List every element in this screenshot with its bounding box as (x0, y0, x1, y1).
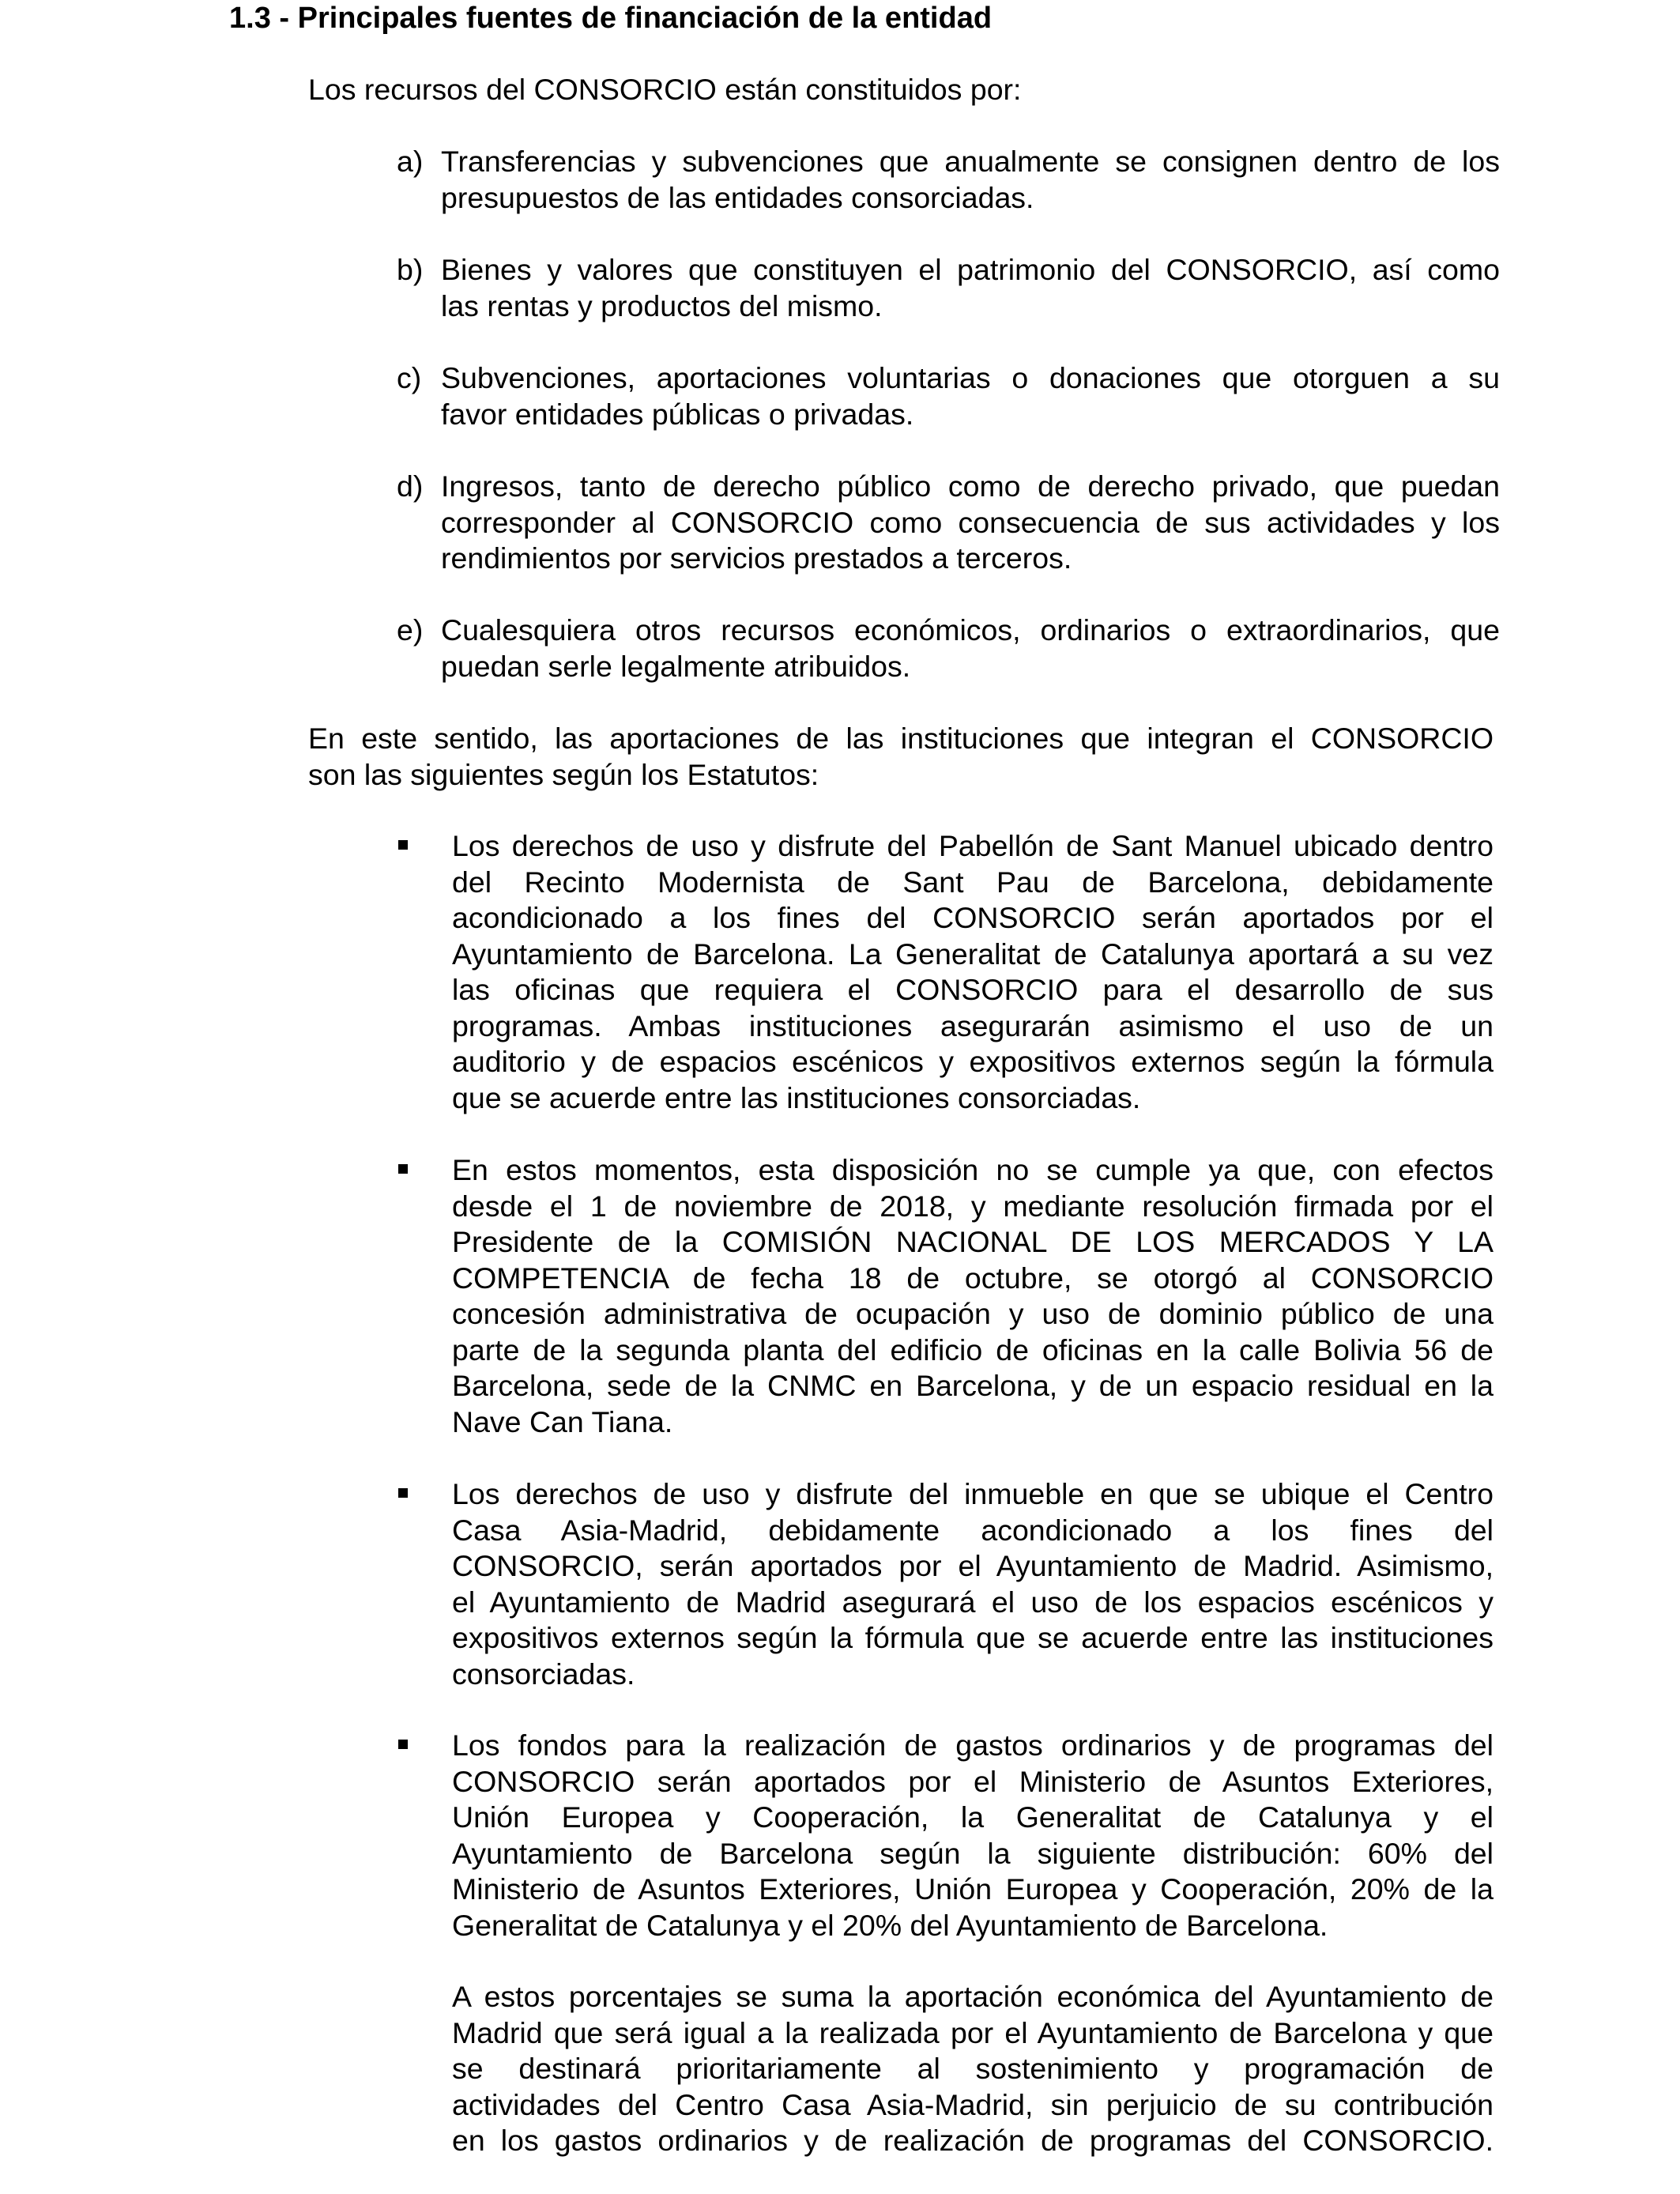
item-text (441, 252, 1500, 324)
item-text (441, 469, 1500, 577)
text-line: las oficinas que requiera el CONSORCIO para el desarrollo de sus (452, 973, 1494, 1006)
item-text (441, 360, 1500, 432)
item-letter: e) (397, 613, 424, 647)
text-line: presupuestos de las entidades consorciadas. (441, 180, 1034, 214)
text-line: CONSORCIO serán aportados por el Ministerio de Asuntos Exteriores, (452, 1764, 1494, 1798)
text-line: En estos momentos, esta disposición no se cumple ya que, con efectos (452, 1153, 1494, 1186)
text-line: Subvenciones, aportaciones voluntarias o donaciones que otorguen a su (441, 361, 1500, 394)
item-text (452, 1476, 1494, 1692)
item-text (441, 144, 1500, 216)
text-line: concesión administrativa de ocupación y uso de dominio público de una (452, 1297, 1494, 1330)
statutes-intro (308, 721, 1494, 793)
item-letter: a) (397, 145, 424, 178)
text-line: Presidente de la COMISIÓN NACIONAL DE LOS MERCADOS Y LA (452, 1225, 1494, 1258)
text-line: Bienes y valores que constituyen el patrimonio del CONSORCIO, así como (441, 253, 1500, 286)
resources-intro: Los recursos del CONSORCIO están constituidos por: (308, 73, 1022, 106)
text-line: Generalitat de Catalunya y el 20% del Ayuntamiento de Barcelona. (452, 1908, 1328, 1942)
text-line: Los derechos de uso y disfrute del Pabellón de Sant Manuel ubicado dentro (452, 829, 1494, 862)
text-line: expositivos externos según la fórmula que se acuerde entre las instituciones (452, 1621, 1494, 1654)
item-letter: d) (397, 469, 424, 503)
text-line: del Recinto Modernista de Sant Pau de Barcelona, debidamente (452, 865, 1494, 899)
text-line: CONSORCIO, serán aportados por el Ayuntamiento de Madrid. Asimismo, (452, 1549, 1494, 1582)
text-line: actividades del Centro Casa Asia-Madrid, sin perjuicio de su contribución (452, 2087, 1494, 2121)
text-line: Los fondos para la realización de gastos ordinarios y de programas del (452, 1728, 1494, 1762)
text-line: Barcelona, sede de la CNMC en Barcelona, y de un espacio residual en la (452, 1369, 1494, 1402)
text-line: puedan serle legalmente atribuidos. (441, 649, 911, 683)
text-line: las rentas y productos del mismo. (441, 288, 883, 322)
square-bullet-icon (398, 1740, 408, 1749)
item-text (452, 1152, 1494, 1440)
text-line: A estos porcentajes se suma la aportación económica del Ayuntamiento de (452, 1980, 1494, 2013)
text-line: desde el 1 de noviembre de 2018, y mediante resolución firmada por el (452, 1189, 1494, 1223)
text-line: Madrid que será igual a la realizada por el Ayuntamiento de Barcelona y que (452, 2015, 1494, 2049)
text-line: Ayuntamiento de Barcelona. La Generalitat de Catalunya aportará a su vez (452, 937, 1494, 971)
text-line: rendimientos por servicios prestados a terceros. (441, 541, 1072, 575)
text-line: Cualesquiera otros recursos económicos, ordinarios o extraordinarios, que (441, 613, 1500, 647)
square-bullet-icon (398, 1488, 408, 1498)
text-line: Los derechos de uso y disfrute del inmueble en que se ubique el Centro (452, 1477, 1494, 1510)
text-line: COMPETENCIA de fecha 18 de octubre, se otorgó al CONSORCIO (452, 1261, 1494, 1295)
text-line: Ingresos, tanto de derecho público como de derecho privado, que puedan (441, 469, 1500, 503)
item-text (452, 1728, 1494, 1943)
text-line: el Ayuntamiento de Madrid asegurará el uso de los espacios escénicos y (452, 1585, 1494, 1619)
text-line: auditorio y de espacios escénicos y expositivos externos según la fórmula (452, 1045, 1494, 1078)
square-bullet-icon (398, 840, 408, 850)
text-line: que se acuerde entre las instituciones consorciadas. (452, 1080, 1141, 1114)
section-heading: 1.3 - Principales fuentes de financiación de la entidad (229, 2, 993, 35)
text-line: programas. Ambas instituciones asegurarán asimismo el uso de un (452, 1008, 1494, 1042)
madrid-note (452, 1979, 1494, 2159)
text-line: Nave Can Tiana. (452, 1404, 673, 1438)
square-bullet-icon (398, 1164, 408, 1174)
item-letter: b) (397, 253, 424, 286)
text-line: acondicionado a los fines del CONSORCIO serán aportados por el (452, 901, 1494, 934)
text-line: en los gastos ordinarios y de realización de programas del CONSORCIO. (452, 2124, 1494, 2157)
text-line: se destinará prioritariamente al sostenimiento y programación de (452, 2052, 1494, 2085)
text-line: Ministerio de Asuntos Exteriores, Unión Europea y Cooperación, 20% de la (452, 1872, 1494, 1906)
text-line: Casa Asia-Madrid, debidamente acondicionado a los fines del (452, 1513, 1494, 1547)
text-line: consorciadas. (452, 1657, 635, 1691)
text-line: Transferencias y subvenciones que anualmente se consignen dentro de los (441, 145, 1500, 178)
text-line: En este sentido, las aportaciones de las instituciones que integran el CONSORCIO (308, 722, 1494, 755)
text-line: parte de la segunda planta del edificio de oficinas en la calle Bolivia 56 de (452, 1333, 1494, 1367)
text-line: favor entidades públicas o privadas. (441, 397, 914, 431)
text-line: Ayuntamiento de Barcelona según la siguiente distribución: 60% del (452, 1836, 1494, 1870)
text-line: corresponder al CONSORCIO como consecuencia de sus actividades y los (441, 505, 1500, 539)
item-text (452, 828, 1494, 1116)
text-line: Unión Europea y Cooperación, la Generalitat de Catalunya y el (452, 1800, 1494, 1834)
item-text (441, 613, 1500, 684)
item-letter: c) (397, 361, 422, 394)
text-line: son las siguientes según los Estatutos: (308, 757, 819, 791)
